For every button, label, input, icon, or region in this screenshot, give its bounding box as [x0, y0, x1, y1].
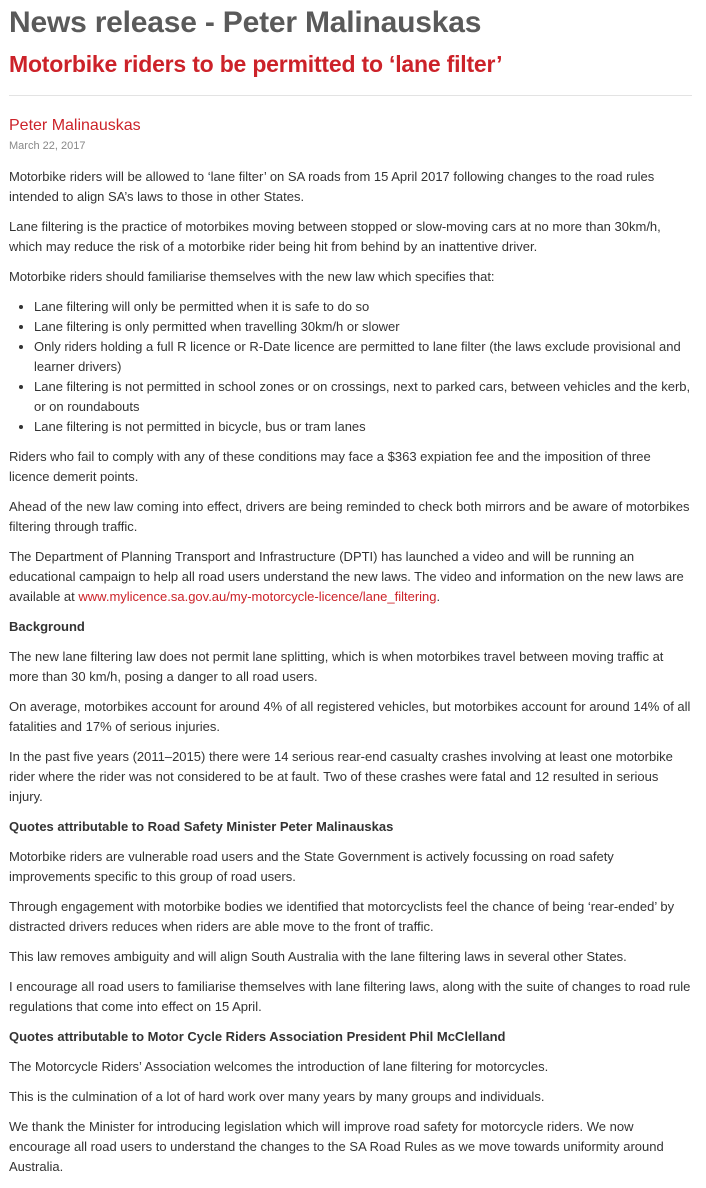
list-item: • Lane filtering is not permitted in bicycle, bus or tram lanes: [34, 417, 692, 437]
paragraph: Motorbike riders are vulnerable road users and the State Government is actively focussing on road safety improvements specific to this group of road users.: [9, 849, 614, 884]
article-body: [9, 167, 692, 1177]
page-title: News release - Peter Malinauskas: [9, 6, 482, 39]
paragraph: The Motorcycle Riders’ Association welcomes the introduction of lane filtering for motorcycles.: [9, 1059, 549, 1074]
paragraph: Motorbike riders will be allowed to ‘lane filter’ on SA roads from 15 April 2017 following changes to the road rules intended to align SA’s laws to those in other States.: [9, 169, 655, 204]
paragraph-end: .: [436, 589, 441, 604]
news-release-page: [0, 4, 706, 1177]
paragraph: In the past five years (2011–2015) there were 14 serious rear-end casualty crashes involving at least one motorbike rider where the rider was not considered to be at fault. Two of these crashes were fatal and 12 resulted in serious injury.: [9, 749, 673, 804]
article-headline: Motorbike riders to be permitted to ‘lane filter’: [9, 51, 503, 77]
conditions-list: [9, 297, 692, 437]
paragraph: Riders who fail to comply with any of these conditions may face a $363 expiation fee and the imposition of three licence demerit points.: [9, 449, 651, 484]
list-item: • Lane filtering is only permitted when travelling 30km/h or slower: [34, 317, 692, 337]
paragraph: I encourage all road users to familiarise themselves with lane filtering laws, along with the suite of changes to road rule regulations that come into effect on 15 April.: [9, 979, 691, 1014]
paragraph-with-link: [9, 547, 692, 607]
paragraph: Lane filtering is the practice of motorbikes moving between stopped or slow-moving cars at no more than 30km/h, which may reduce the risk of a motorbike rider being hit from behind by an inattentive driver.: [9, 219, 661, 254]
paragraph: Ahead of the new law coming into effect, drivers are being reminded to check both mirrors and be aware of motorbikes filtering through traffic.: [9, 499, 690, 534]
section-heading-background: Background: [9, 619, 85, 634]
paragraph: On average, motorbikes account for around 4% of all registered vehicles, but motorbikes account for around 14% of all fatalities and 17% of serious injuries.: [9, 699, 691, 734]
lane-filtering-info-link[interactable]: www.mylicence.sa.gov.au/my-motorcycle-licence/lane_filtering: [78, 589, 437, 604]
paragraph: Motorbike riders should familiarise themselves with the new law which specifies that:: [9, 269, 495, 284]
section-heading-mcra-quotes: Quotes attributable to Motor Cycle Riders Association President Phil McClelland: [9, 1029, 506, 1044]
list-item: • Lane filtering will only be permitted when it is safe to do so: [34, 297, 692, 317]
paragraph: We thank the Minister for introducing legislation which will improve road safety for motorcycle riders. We now encourage all road users to understand the changes to the SA Road Rules as we move towards uniformity around Australia.: [9, 1119, 664, 1174]
author-name: Peter Malinauskas: [9, 117, 141, 134]
paragraph: This is the culmination of a lot of hard work over many years by many groups and individuals.: [9, 1089, 545, 1104]
list-item: • Lane filtering is not permitted in school zones or on crossings, next to parked cars, between vehicles and the kerb, or on roundabouts: [34, 377, 692, 417]
section-heading-minister-quotes: Quotes attributable to Road Safety Minister Peter Malinauskas: [9, 819, 394, 834]
publish-date: March 22, 2017: [9, 140, 86, 152]
paragraph: Through engagement with motorbike bodies we identified that motorcyclists feel the chance of being ‘rear-ended’ by distracted drivers reduces when riders are able move to the front of traffic.: [9, 899, 675, 934]
paragraph: This law removes ambiguity and will align South Australia with the lane filtering laws in several other States.: [9, 949, 627, 964]
list-item: • Only riders holding a full R licence or R-Date licence are permitted to lane filter (the laws exclude provisional and learner drivers): [34, 337, 692, 377]
header-divider: [9, 95, 692, 96]
paragraph: The new lane filtering law does not permit lane splitting, which is when motorbikes travel between moving traffic at more than 30 km/h, posing a danger to all road users.: [9, 649, 664, 684]
paragraph-text: The Department of Planning Transport and Infrastructure (DPTI) has launched a video and will be running an educational campaign to help all road users understand the new laws. The video and information on the new laws are available at: [9, 549, 684, 604]
